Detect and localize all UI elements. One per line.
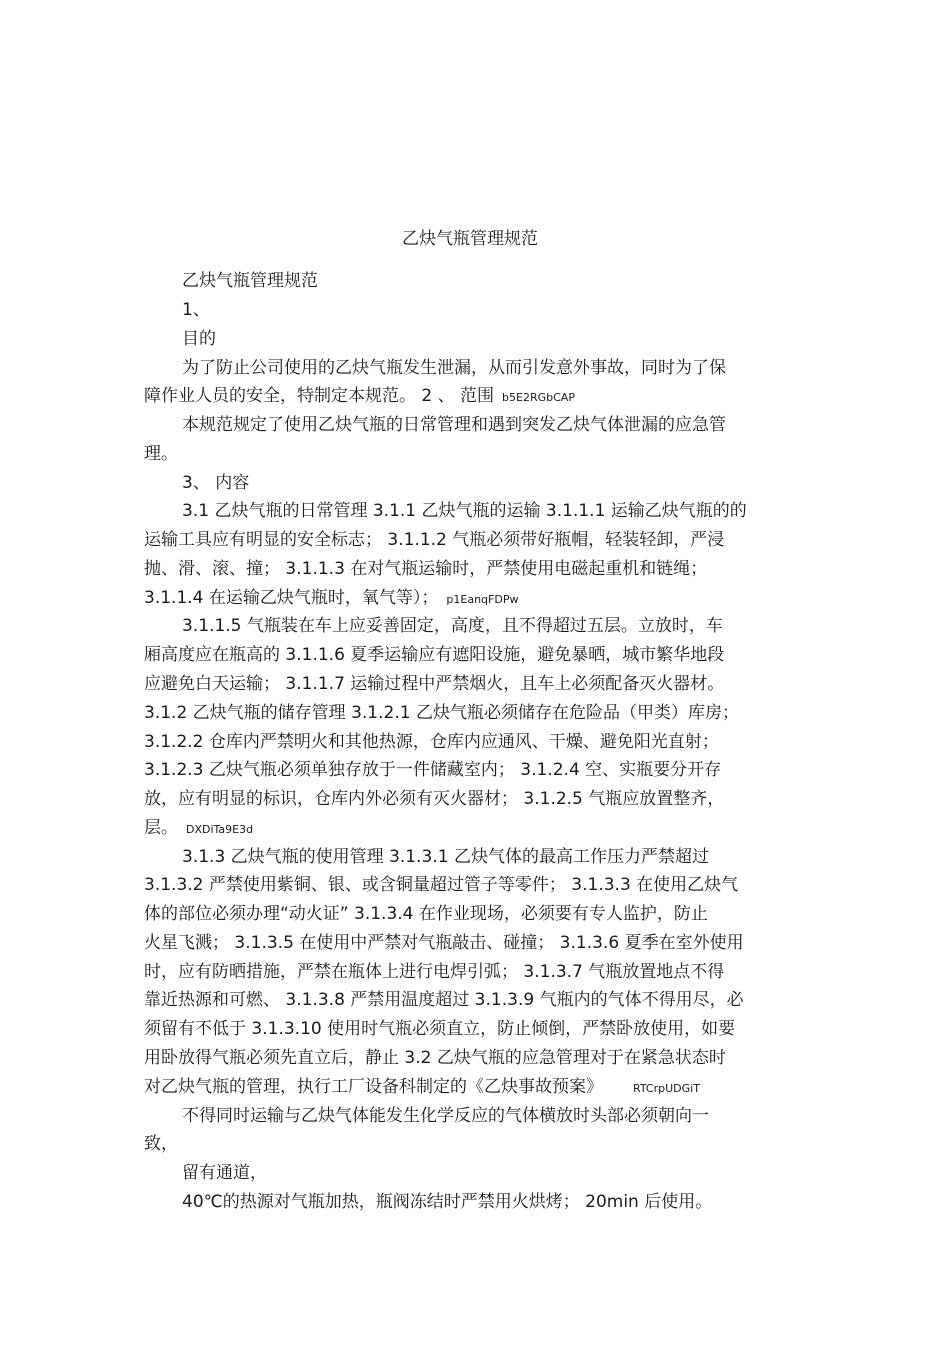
text-line: 3.1.3.2 严禁使用紫铜、银、或含铜量超过管子等零件； 3.1.3.3 在使用乙炔气 xyxy=(144,875,739,895)
text-line: 3.1.3 乙炔气瓶的使用管理 3.1.3.1 乙炔气体的最高工作压力严禁超过 xyxy=(182,847,709,867)
text-line: 理。 xyxy=(144,444,178,464)
text-line: 留有通道， xyxy=(182,1163,267,1183)
doc-code: DXDiTa9E3d xyxy=(186,823,254,836)
text-line: 靠近热源和可燃、 3.1.3.8 严禁用温度超过 3.1.3.9 气瓶内的气体不得用尽，必 xyxy=(144,990,744,1010)
text-line: 3.1.1.4 在运输乙炔气瓶时，氧气等）； p1EanqFDPw xyxy=(144,588,519,608)
text-line: 3.1 乙炔气瓶的日常管理 3.1.1 乙炔气瓶的运输 3.1.1.1 运输乙炔气瓶的的 xyxy=(182,501,747,521)
text-line: 体的部位必须办理“动火证” 3.1.3.4 在作业现场，必须要有专人监护，防止 xyxy=(144,904,708,924)
text-line: 40℃的热源对气瓶加热，瓶阀冻结时严禁用火烘烤； 20min 后使用。 xyxy=(182,1192,713,1212)
text-line: 厢高度应在瓶高的 3.1.1.6 夏季运输应有遮阳设施，避免暴晒，城市繁华地段 xyxy=(144,645,725,665)
text-line: 须留有不低于 3.1.3.10 使用时气瓶必须直立，防止倾倒，严禁卧放使用，如要 xyxy=(144,1019,736,1039)
text-line: 层。 DXDiTa9E3d xyxy=(144,818,254,838)
text-line: 不得同时运输与乙炔气体能发生化学反应的气体横放时头部必须朝向一 xyxy=(182,1106,709,1126)
text-line: 放，应有明显的标识，仓库内外必须有灭火器材； 3.1.2.5 气瓶应放置整齐， xyxy=(144,789,725,809)
text-line: 乙炔气瓶管理规范 xyxy=(182,271,318,291)
text-line: 3.1.1.5 气瓶装在车上应妥善固定，高度，且不得超过五层。立放时，车 xyxy=(182,616,723,636)
text-line: 致， xyxy=(144,1134,178,1154)
text-line: 运输工具应有明显的安全标志； 3.1.1.2 气瓶必须带好瓶帽，轻装轻卸，严浸 xyxy=(144,530,725,550)
text-line: 本规范规定了使用乙炔气瓶的日常管理和遇到突发乙炔气体泄漏的应急管 xyxy=(182,415,726,435)
text-line: 3.1.2.3 乙炔气瓶必须单独存放于一件储藏室内； 3.1.2.4 空、实瓶要分开存 xyxy=(144,760,722,780)
text-line: 时，应有防晒措施，严禁在瓶体上进行电焊引弧； 3.1.3.7 气瓶放置地点不得 xyxy=(144,962,725,982)
doc-code: RTCrpUDGiT xyxy=(633,1082,700,1095)
document-title: 乙炔气瓶管理规范 xyxy=(402,229,538,249)
text-line: 火星飞溅； 3.1.3.5 在使用中严禁对气瓶敲击、碰撞； 3.1.3.6 夏季在室外使用 xyxy=(144,933,744,953)
text-line: 应避免白天运输； 3.1.1.7 运输过程中严禁烟火，且车上必须配备灭火器材。 xyxy=(144,674,725,694)
text-line: 1、 xyxy=(182,300,210,320)
text-line: 障作业人员的安全，特制定本规范。 2 、 范围 b5E2RGbCAP xyxy=(144,386,575,406)
text-line: 对乙炔气瓶的管理，执行工厂设备科制定的《乙炔事故预案》 RTCrpUDGiT xyxy=(144,1077,700,1097)
text-line: 目的 xyxy=(182,329,216,349)
text-line: 抛、滑、滚、撞； 3.1.1.3 在对气瓶运输时，严禁使用电磁起重机和链绳； xyxy=(144,559,708,579)
text-line: 3.1.2 乙炔气瓶的储存管理 3.1.2.1 乙炔气瓶必须储存在危险品（甲类）库房； xyxy=(144,703,739,723)
doc-code: p1EanqFDPw xyxy=(446,593,519,606)
text-line: 3、 内容 xyxy=(182,473,250,493)
text-line: 3.1.2.2 仓库内严禁明火和其他热源，仓库内应通风、干燥、避免阳光直射； xyxy=(144,732,719,752)
text-line: 为了防止公司使用的乙炔气瓶发生泄漏，从而引发意外事故，同时为了保 xyxy=(182,358,726,378)
doc-code: b5E2RGbCAP xyxy=(502,391,575,404)
text-line: 用卧放得气瓶必须先直立后，静止 3.2 乙炔气瓶的应急管理对于在紧急状态时 xyxy=(144,1048,726,1068)
